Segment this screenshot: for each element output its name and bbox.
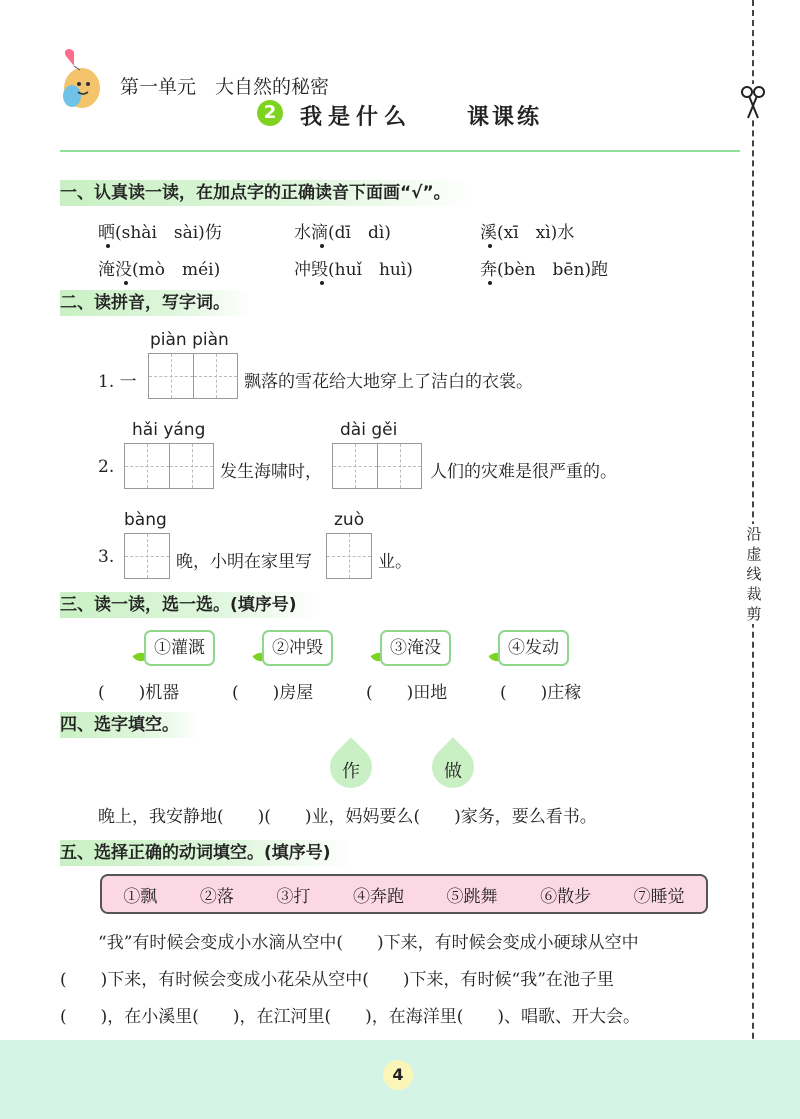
s5-verb-3: ③打 bbox=[276, 886, 311, 907]
s5-line-2: ( )下来，有时候会变成小花朵从空中( )下来，有时候“我”在池子里 bbox=[60, 970, 614, 990]
unit-label: 第一单元 大自然的秘密 bbox=[120, 76, 330, 98]
s2-q1-writing-box[interactable] bbox=[148, 353, 238, 399]
mascot-illustration bbox=[52, 48, 112, 114]
s1-item-4: 淹没(mò méi) bbox=[98, 260, 221, 280]
section-3-title: 三、读一读，选一选。(填序号) bbox=[60, 592, 319, 618]
s5-verb-7: ⑦睡觉 bbox=[633, 886, 685, 907]
s3-option-1: ①灌溉 bbox=[144, 630, 215, 666]
s2-q3-pinyin-1: bàng bbox=[124, 510, 167, 530]
header-divider bbox=[60, 150, 740, 152]
s4-sentence: 晚上，我安静地( )( )业，妈妈要么( )家务，要么看书。 bbox=[98, 807, 597, 827]
s2-q3-writing-box-2[interactable] bbox=[326, 533, 372, 579]
s3-blank-3[interactable]: ( )田地 bbox=[366, 683, 448, 703]
emphasis-dot bbox=[106, 244, 110, 248]
s2-q1-pinyin: piàn piàn bbox=[150, 330, 229, 350]
s1-item-5: 冲毁(huǐ huì) bbox=[294, 260, 413, 280]
s3-option-2: ②冲毁 bbox=[262, 630, 333, 666]
s2-q2-pinyin-2: dài gěi bbox=[340, 420, 398, 440]
s1-item-2: 水滴(dī dì) bbox=[294, 223, 391, 243]
s2-q3-writing-box-1[interactable] bbox=[124, 533, 170, 579]
page-number: 4 bbox=[383, 1060, 413, 1090]
s1-item-3: 溪(xī xì)水 bbox=[480, 223, 575, 243]
s2-q2-pinyin-1: hǎi yáng bbox=[132, 420, 206, 440]
lesson-tag: 课课练 bbox=[467, 104, 543, 130]
s5-verb-4: ④奔跑 bbox=[352, 886, 404, 907]
s2-q1-text: 飘落的雪花给大地穿上了洁白的衣裳。 bbox=[244, 372, 533, 392]
s2-q2-writing-box-1[interactable] bbox=[124, 443, 214, 489]
section-5-title: 五、选择正确的动词填空。(填序号) bbox=[60, 840, 353, 866]
s5-line-3: ( )，在小溪里( )，在江河里( )，在海洋里( )、唱歌、开大会。 bbox=[60, 1007, 641, 1027]
s5-verb-2: ②落 bbox=[199, 886, 234, 907]
s5-line-1: “我”有时候会变成小水滴从空中( )下来，有时候会变成小硬球从空中 bbox=[98, 933, 639, 953]
lesson-number-badge: 2 bbox=[257, 100, 283, 126]
s2-q2-text: 人们的灾难是很严重的。 bbox=[430, 462, 617, 482]
emphasis-dot bbox=[488, 244, 492, 248]
s2-q1-number: 1. 一 bbox=[98, 372, 137, 392]
scissors-icon bbox=[738, 84, 768, 120]
s5-verb-1: ①飘 bbox=[123, 886, 158, 907]
s2-q3-pinyin-2: zuò bbox=[334, 510, 365, 530]
s3-option-3: ③淹没 bbox=[380, 630, 451, 666]
section-1-title: 一、认真读一读，在加点字的正确读音下面画“√”。 bbox=[60, 180, 473, 206]
verb-options-box bbox=[100, 874, 708, 914]
emphasis-dot bbox=[320, 244, 324, 248]
section-2-title: 二、读拼音，写字词。 bbox=[60, 290, 252, 316]
s2-q2-middle: 发生海啸时， bbox=[220, 462, 322, 482]
s4-char-1: 作 bbox=[342, 761, 360, 782]
s5-verb-5: ⑤跳舞 bbox=[446, 886, 498, 907]
s2-q2-number: 2. bbox=[98, 457, 115, 477]
s3-blank-4[interactable]: ( )庄稼 bbox=[500, 683, 582, 703]
section-4-title: 四、选字填空。 bbox=[60, 712, 201, 738]
s2-q3-number: 3. bbox=[98, 547, 115, 567]
s5-verb-6: ⑥散步 bbox=[540, 886, 592, 907]
cut-label: 沿虚线裁剪 bbox=[746, 525, 762, 623]
emphasis-dot bbox=[320, 281, 324, 285]
s4-char-2: 做 bbox=[444, 761, 462, 782]
s2-q3-middle: 晚，小明在家里写 bbox=[176, 552, 312, 572]
s2-q2-writing-box-2[interactable] bbox=[332, 443, 422, 489]
s3-blank-1[interactable]: ( )机器 bbox=[98, 683, 180, 703]
emphasis-dot bbox=[124, 281, 128, 285]
s1-item-1: 晒(shài sài)伤 bbox=[98, 223, 222, 243]
emphasis-dot bbox=[488, 281, 492, 285]
s3-option-4: ④发动 bbox=[498, 630, 569, 666]
s1-item-6: 奔(bèn bēn)跑 bbox=[480, 260, 609, 280]
s3-blank-2[interactable]: ( )房屋 bbox=[232, 683, 314, 703]
s2-q3-text: 业。 bbox=[378, 552, 412, 572]
lesson-title: 我是什么 bbox=[300, 104, 413, 130]
